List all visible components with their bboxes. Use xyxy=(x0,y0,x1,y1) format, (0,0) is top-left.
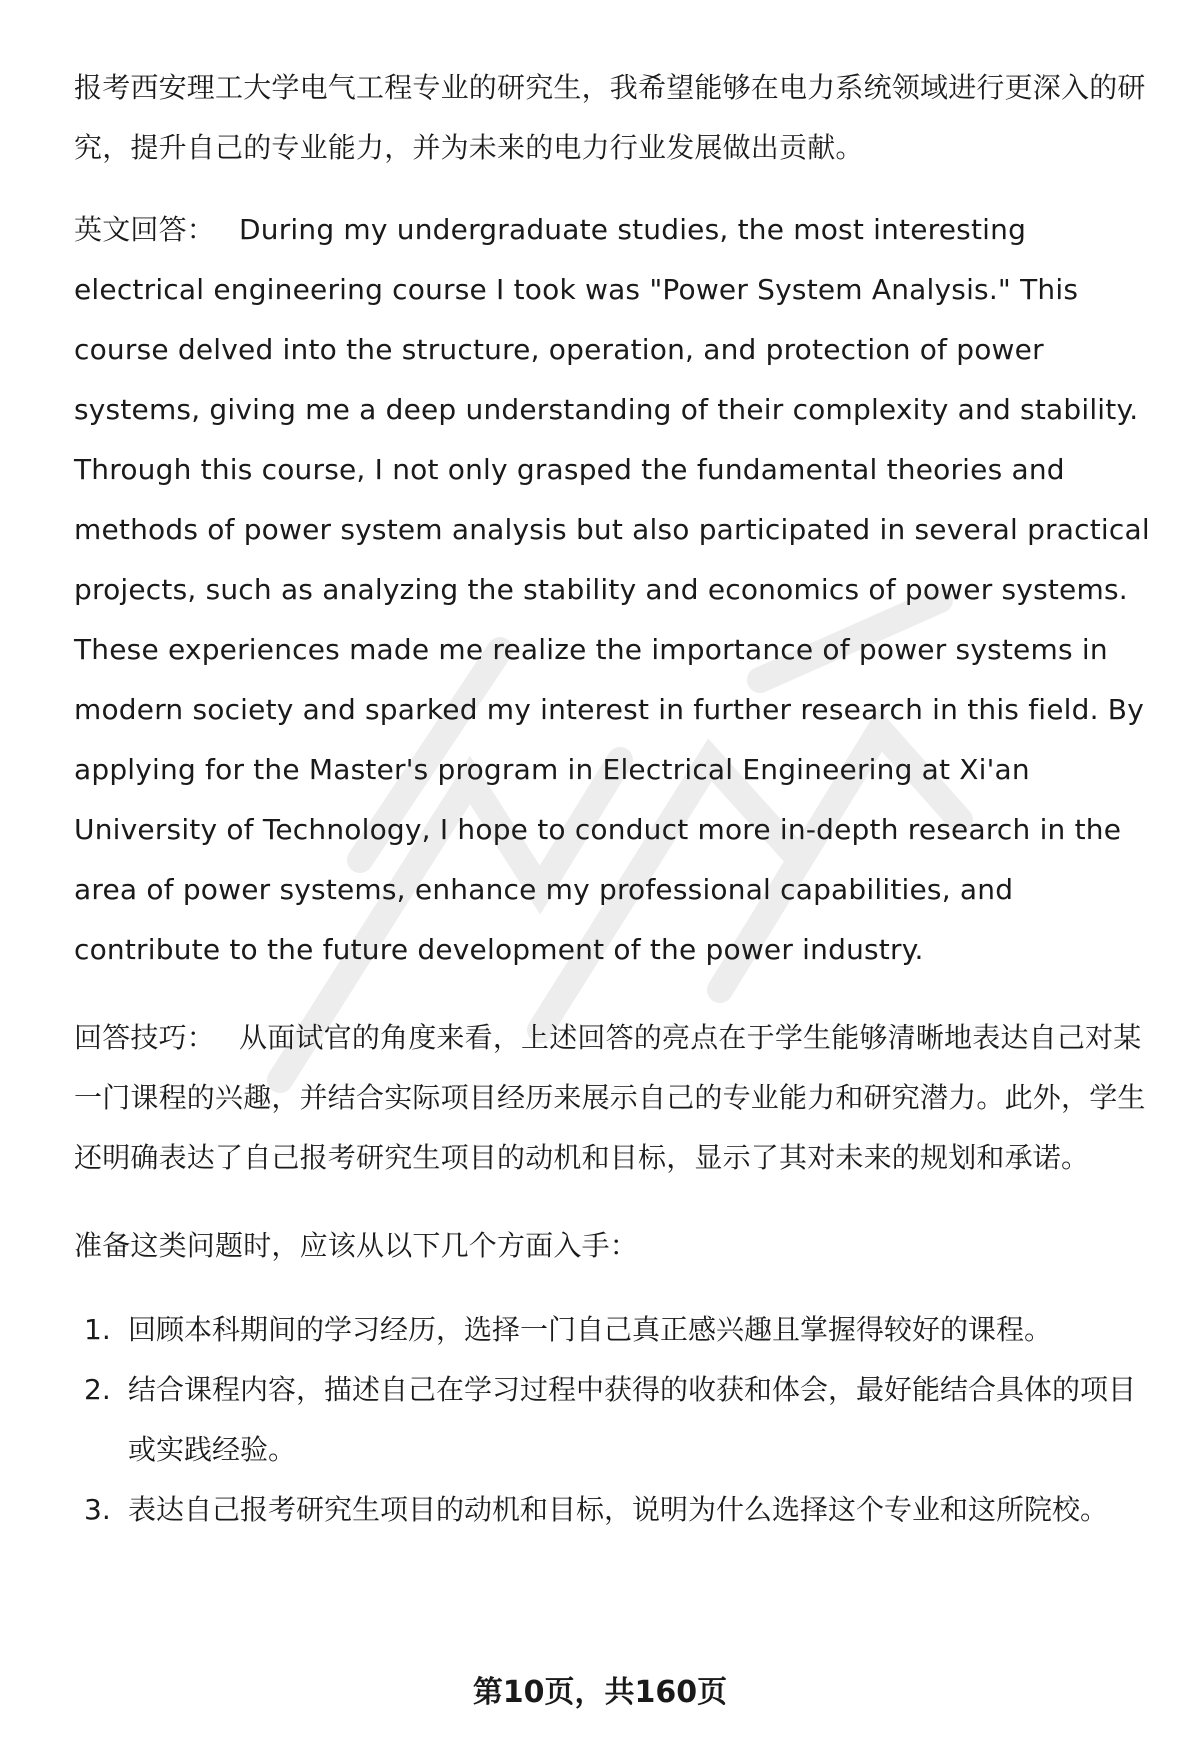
list-item-text: 结合课程内容，描述自己在学习过程中获得的收获和体会，最好能结合具体的项目或实践经验。 xyxy=(128,1373,1137,1466)
answer-tips-text: 从面试官的角度来看，上述回答的亮点在于学生能够清晰地表达自己对某一门课程的兴趣，并结合实际项目经历来展示自己的专业能力和研究潜力。此外，学生还明确表达了自己报考研究生项目的动机和目标，显示了其对未来的规划和承诺。 xyxy=(74,1021,1146,1174)
list-item-number: 2. xyxy=(84,1373,111,1406)
preparation-steps-list xyxy=(74,1300,1154,1540)
english-answer-label: 英文回答： xyxy=(74,213,216,246)
page-number-footer: 第10页，共160页 xyxy=(472,1675,728,1710)
english-answer-paragraph xyxy=(74,200,1154,980)
list-item-text: 表达自己报考研究生项目的动机和目标，说明为什么选择这个专业和这所院校。 xyxy=(128,1493,1109,1526)
list-item xyxy=(74,1480,1154,1540)
document-page xyxy=(74,58,1154,1540)
intro-paragraph: 报考西安理工大学电气工程专业的研究生，我希望能够在电力系统领域进行更深入的研究，提升自己的专业能力，并为未来的电力行业发展做出贡献。 xyxy=(74,71,1146,164)
answer-tips-label: 回答技巧： xyxy=(74,1021,216,1054)
answer-tips-paragraph xyxy=(74,1008,1154,1188)
preparation-intro: 准备这类问题时，应该从以下几个方面入手： xyxy=(74,1229,639,1262)
list-item-number: 3. xyxy=(84,1493,111,1526)
list-item xyxy=(74,1360,1154,1480)
list-item xyxy=(74,1300,1154,1360)
english-answer-text: During my undergraduate studies, the most interesting electrical engineering course I took was "Power System Analysis." This course delved into the structure, operation, and protection of power systems, giving me a deep understanding of their complexity and stability. Through this course, I not only grasped the fundamental theories and methods of power system analysis but also participated in several practical projects, such as analyzing the stability and economics of power systems. These experiences made me realize the importance of power systems in modern society and sparked my interest in further research in this field. By applying for the Master's program in Electrical Engineering at Xi'an University of Technology, I hope to conduct more in-depth research in the area of power systems, enhance my professional capabilities, and contribute to the future development of the power industry. xyxy=(74,213,1150,966)
list-item-number: 1. xyxy=(84,1313,111,1346)
list-item-text: 回顾本科期间的学习经历，选择一门自己真正感兴趣且掌握得较好的课程。 xyxy=(128,1313,1053,1346)
